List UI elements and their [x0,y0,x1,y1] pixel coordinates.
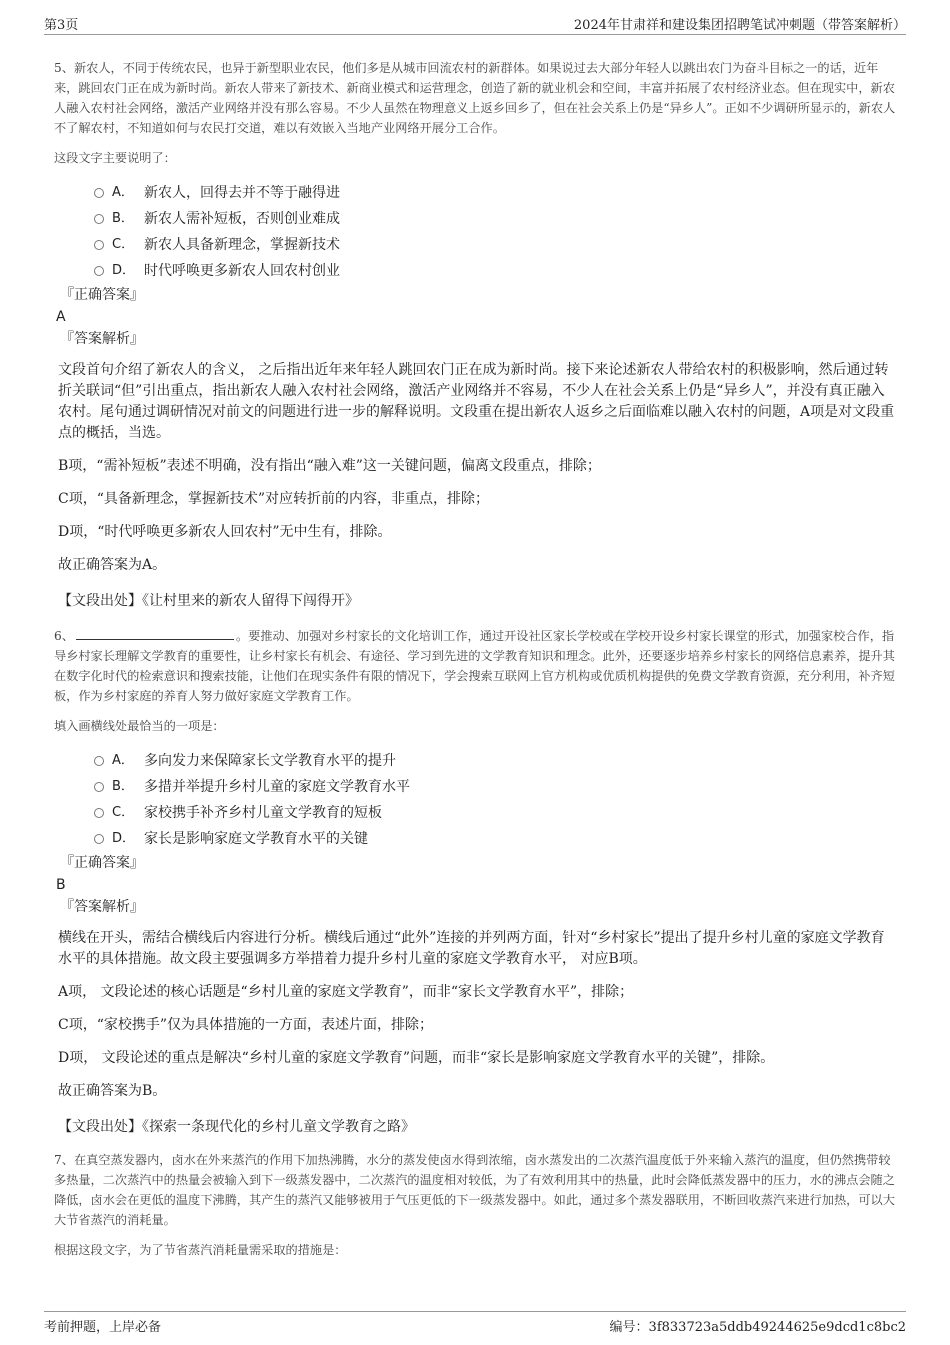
analysis-paragraph: 故正确答案为A。 [58,557,167,573]
option-letter: C． [112,805,135,820]
question-passage [54,58,898,138]
analysis-paragraph: 故正确答案为B。 [58,1083,167,1099]
option-text: 新农人，回得去并不等于融得进 [144,185,340,201]
option-text: 多措并举提升乡村儿童的家庭文学教育水平 [144,779,410,795]
option-d[interactable] [94,826,898,852]
analysis-paragraph: 横线在开头，需结合横线后内容进行分析。横线后通过“此外”连接的并列两方面，针对“乡村家长”提出了提升乡村儿童的家庭文学教育水平的具体措施。故文段主要强调多方举措着力提升乡村儿童的家庭文学教育水平， 对应B项。 [58,930,885,967]
page-number: 第3页 [44,18,79,33]
document-body [54,58,898,1260]
option-letter: B． [112,779,134,794]
answer-label: 『正确答案』 [60,287,144,303]
option-letter: D． [112,831,136,846]
passage-text: 新农人，不同于传统农民，也异于新型职业农民，他们多是从城市回流农村的新群体。如果说过去大部分年轻人以跳出农门为奋斗目标之一的话，近年来，跳回农门正在成为新时尚。新农人带来了新技术、新商业模式和运营理念，创造了新的就业机会和空间，丰富并拓展了农村经济业态。但在现实中，新农人融入农村社会网络，激活产业网络并没有那么容易。不少人虽然在物理意义上返乡回乡了，但在社会关系上仍是“异乡人”。正如不少调研所显示的，新农人不了解农村，不知道如何与农民打交道，难以有效嵌入当地产业网络开展分工合作。 [54,61,896,135]
document-id: 编号：3f833723a5ddb49244625e9dcd1c8bc2 [609,1320,906,1335]
correct-answer: B [56,877,66,893]
option-b[interactable] [94,774,898,800]
radio-icon[interactable] [94,214,104,224]
question-number: 5、 [54,61,74,75]
option-text: 新农人具备新理念，掌握新技术 [144,237,340,253]
question-passage [54,1150,898,1230]
option-text: 家长是影响家庭文学教育水平的关键 [144,831,368,847]
option-text: 家校携手补齐乡村儿童文学教育的短板 [144,805,382,821]
option-d[interactable] [94,258,898,284]
option-letter: B． [112,211,134,226]
answer-label: 『正确答案』 [60,855,144,871]
question-6 [54,626,898,1138]
fill-in-blank [76,627,234,640]
analysis-paragraph: B项，“需补短板”表述不明确，没有指出“融入难”这一关键问题，偏离文段重点，排除； [58,458,601,474]
option-letter: A． [112,185,134,200]
question-number: 7、 [54,1153,74,1167]
passage-text: 。要推动、加强对乡村家长的文化培训工作，通过开设社区家长学校或在学校开设乡村家长课堂的形式，加强家校合作，指导乡村家长理解文学教育的重要性，让乡村家长有机会、有途径、学习到先进的文学教育知识和理念。此外，还要逐步培养乡村家长的网络信息素养，提升其在数字化时代的检索意识和搜索技能，让他们在现实条件有限的情况下，学会搜索互联网上官方机构或优质机构提供的免费文学教育资源，充分利用，补齐短板，作为乡村家庭的养育人努力做好家庭文学教育工作。 [54,629,895,703]
page-footer [44,1311,906,1334]
question-passage [54,626,898,706]
option-b[interactable] [94,206,898,232]
option-text: 多向发力来保障家长文学教育水平的提升 [144,753,396,769]
passage-source: 【文段出处】《让村里来的新农人留得下闯得开》 [58,593,359,609]
analysis-paragraph: D项，“时代呼唤更多新农人回农村”无中生有，排除。 [58,524,392,540]
option-text: 时代呼唤更多新农人回农村创业 [144,263,340,279]
option-c[interactable] [94,232,898,258]
radio-icon[interactable] [94,808,104,818]
option-c[interactable] [94,800,898,826]
question-7 [54,1150,898,1260]
passage-source: 【文段出处】《探索一条现代化的乡村儿童文学教育之路》 [58,1119,415,1135]
question-prompt: 根据这段文字，为了节省蒸汽消耗量需采取的措施是： [54,1243,347,1257]
question-5 [54,58,898,612]
radio-icon[interactable] [94,756,104,766]
analysis-paragraph: C项，“家校携手”仅为具体措施的一方面，表述片面，排除； [58,1017,434,1033]
option-letter: C． [112,237,135,252]
option-a[interactable] [94,748,898,774]
analysis-paragraph: 文段首句介绍了新农人的含义， 之后指出近年来年轻人跳回农门正在成为新时尚。接下来论述新农人带给农村的积极影响，然后通过转折关联词“但”引出重点，指出新农人融入农村社会网络，激活产业网络并不容易，不少人在社会关系上仍是“异乡人”，并没有真正融入农村。尾句通过调研情况对前文的问题进行进一步的解释说明。文段重在提出新农人返乡之后面临难以融入农村的问题，A项是对文段重点的概括，当选。 [58,362,895,441]
option-text: 新农人需补短板，否则创业难成 [144,211,340,227]
page-header [44,12,906,35]
document-title: 2024年甘肃祥和建设集团招聘笔试冲刺题（带答案解析） [573,18,906,33]
option-letter: A． [112,753,134,768]
analysis-label: 『答案解析』 [60,331,144,347]
radio-icon[interactable] [94,782,104,792]
radio-icon[interactable] [94,240,104,250]
question-prompt: 这段文字主要说明了： [54,151,176,165]
correct-answer: A [56,309,66,325]
passage-text: 在真空蒸发器内，卤水在外来蒸汽的作用下加热沸腾，水分的蒸发使卤水得到浓缩，卤水蒸发出的二次蒸汽温度低于外来输入蒸汽的温度，但仍然携带较多热量，二次蒸汽中的热量会被输入到下一级蒸发器中，二次蒸汽的温度相对较低，为了有效利用其中的热量，此时会降低蒸发器中的压力，水的沸点会随之降低，卤水会在更低的温度下沸腾，其产生的蒸汽又能够被用于气压更低的下一级蒸发器中。如此，通过多个蒸发器联用，不断回收蒸汽来进行加热，可以大大节省蒸汽的消耗量。 [54,1153,895,1227]
footer-slogan: 考前押题，上岸必备 [44,1320,162,1335]
options-list [94,180,898,284]
analysis-paragraph: C项，“具备新理念，掌握新技术”对应转折前的内容，非重点，排除； [58,491,490,507]
analysis-label: 『答案解析』 [60,899,144,915]
analysis-paragraph: A项， 文段论述的核心话题是“乡村儿童的家庭文学教育”，而非“家长文学教育水平”，排除； [58,984,634,1000]
analysis-paragraph: D项， 文段论述的重点是解决“乡村儿童的家庭文学教育”问题，而非“家长是影响家庭文学教育水平的关键”，排除。 [58,1050,775,1066]
radio-icon[interactable] [94,834,104,844]
radio-icon[interactable] [94,188,104,198]
options-list [94,748,898,852]
question-number: 6、 [54,629,74,643]
option-a[interactable] [94,180,898,206]
question-prompt: 填入画横线处最恰当的一项是： [54,719,225,733]
radio-icon[interactable] [94,266,104,276]
option-letter: D． [112,263,136,278]
